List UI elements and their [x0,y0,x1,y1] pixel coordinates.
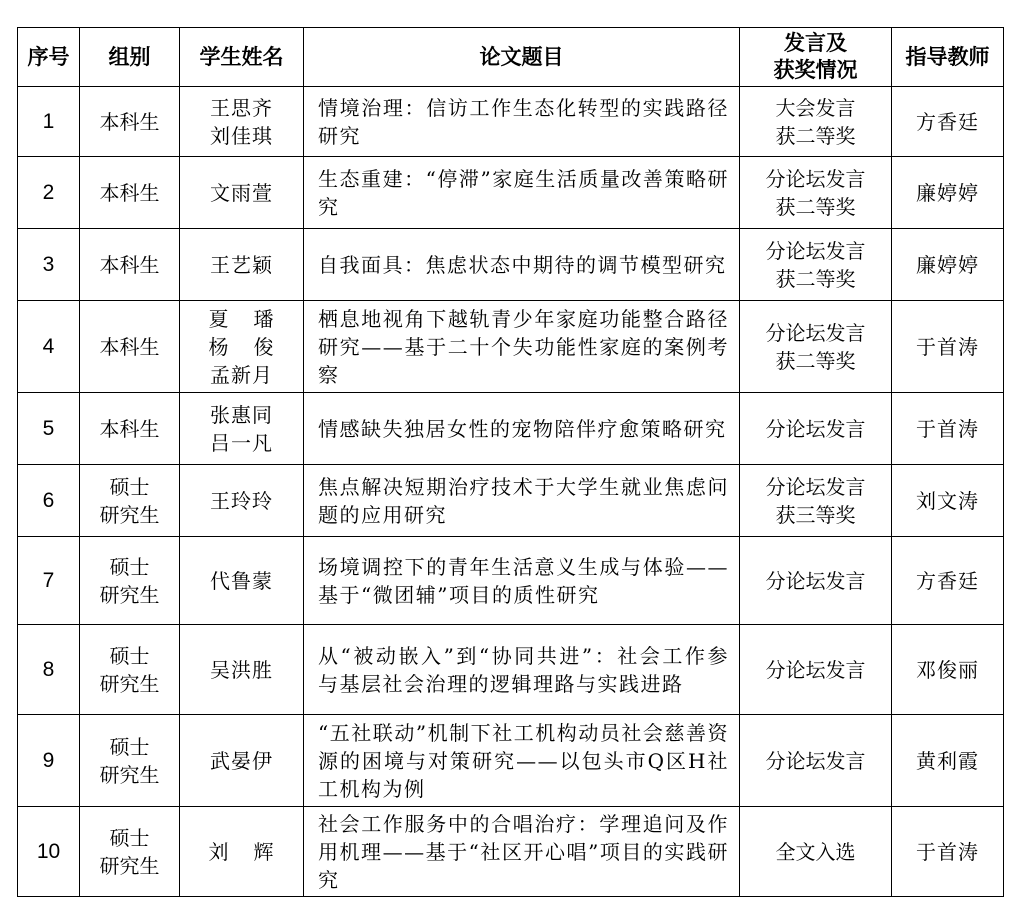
row-group [80,157,180,229]
row-title: 社会工作服务中的合唱治疗：学理追问及作用机理——基于“社区开心唱”项目的实践研究 [304,807,740,897]
students-line: 吴洪胜 [210,657,273,682]
row-students [180,229,304,301]
students-line: 王艺颖 [210,252,273,277]
result-line: 分论坛发言 [765,238,866,263]
result-line: 分论坛发言 [765,568,866,593]
result-line: 获二等奖 [775,194,856,219]
students-line: 文雨萱 [210,180,273,205]
row-title: “五社联动”机制下社工机构动员社会慈善资源的困境与对策研究——以包头市Q区H社工机构为例 [304,715,740,807]
row-result [740,715,892,807]
result-line: 分论坛发言 [765,474,866,499]
result-line: 获二等奖 [775,266,856,291]
header-index: 序号 [18,28,80,87]
row-index: 3 [18,229,80,301]
row-group [80,301,180,393]
row-advisor: 于首涛 [892,807,1004,897]
row-students [180,301,304,393]
header-students: 学生姓名 [180,28,304,87]
row-result [740,807,892,897]
row-advisor: 黄利霞 [892,715,1004,807]
table-row [18,537,1004,625]
table-row [18,625,1004,715]
table-row [18,87,1004,157]
students-line: 武晏伊 [210,748,273,773]
row-title: 栖息地视角下越轨青少年家庭功能整合路径研究——基于二十个失功能性家庭的案例考察 [304,301,740,393]
students-line: 王思齐 [210,95,273,120]
row-result [740,301,892,393]
header-result [740,28,892,87]
row-advisor: 廉婷婷 [892,157,1004,229]
row-group [80,229,180,301]
row-advisor: 邓俊丽 [892,625,1004,715]
row-group [80,715,180,807]
group-line: 硕士 [109,474,150,499]
result-line: 分论坛发言 [765,166,866,191]
table-row [18,301,1004,393]
header-result-line: 获奖情况 [773,58,858,82]
papers-table [17,27,1004,897]
row-index: 7 [18,537,80,625]
table-row [18,229,1004,301]
row-students [180,807,304,897]
row-index: 10 [18,807,80,897]
row-result [740,229,892,301]
row-group [80,87,180,157]
group-line: 本科生 [99,109,160,134]
table-row [18,157,1004,229]
row-students [180,393,304,465]
row-result [740,157,892,229]
header-result-line: 发言及 [784,31,847,55]
row-students [180,715,304,807]
group-line: 硕士 [109,734,150,759]
group-line: 硕士 [109,825,150,850]
group-line: 研究生 [99,853,160,878]
students-line: 王玲玲 [210,488,273,513]
row-title: 生态重建：“停滞”家庭生活质量改善策略研究 [304,157,740,229]
row-index: 8 [18,625,80,715]
result-line: 分论坛发言 [765,748,866,773]
table-row [18,807,1004,897]
row-advisor: 方香廷 [892,537,1004,625]
result-line: 分论坛发言 [765,657,866,682]
header-advisor: 指导教师 [892,28,1004,87]
table-row [18,715,1004,807]
row-advisor: 于首涛 [892,393,1004,465]
row-result [740,625,892,715]
row-title: 情感缺失独居女性的宠物陪伴疗愈策略研究 [304,393,740,465]
row-title: 从“被动嵌入”到“协同共进”：社会工作参与基层社会治理的逻辑理路与实践进路 [304,625,740,715]
row-index: 5 [18,393,80,465]
header-group: 组别 [80,28,180,87]
row-group [80,807,180,897]
row-result [740,465,892,537]
row-index: 6 [18,465,80,537]
row-students [180,537,304,625]
students-line: 杨 俊 [208,334,275,359]
result-line: 分论坛发言 [765,416,866,441]
row-result [740,87,892,157]
row-index: 1 [18,87,80,157]
row-students [180,465,304,537]
students-line: 代鲁蒙 [210,568,273,593]
group-line: 本科生 [99,252,160,277]
group-line: 研究生 [99,671,160,696]
students-line: 张惠同 [210,402,273,427]
row-group [80,465,180,537]
row-advisor: 方香廷 [892,87,1004,157]
students-line: 刘 辉 [208,839,275,864]
row-advisor: 于首涛 [892,301,1004,393]
row-students [180,157,304,229]
row-students [180,87,304,157]
result-line: 大会发言 [775,95,856,120]
group-line: 本科生 [99,334,160,359]
row-index: 2 [18,157,80,229]
group-line: 硕士 [109,643,150,668]
students-line: 孟新月 [210,362,273,387]
row-advisor: 廉婷婷 [892,229,1004,301]
result-line: 分论坛发言 [765,320,866,345]
row-group [80,537,180,625]
result-line: 全文入选 [775,839,856,864]
group-line: 本科生 [99,416,160,441]
row-title: 场境调控下的青年生活意义生成与体验——基于“微团辅”项目的质性研究 [304,537,740,625]
row-index: 9 [18,715,80,807]
row-group [80,625,180,715]
students-line: 吕一凡 [210,430,273,455]
row-result [740,393,892,465]
table-row [18,465,1004,537]
row-title: 自我面具：焦虑状态中期待的调节模型研究 [304,229,740,301]
row-advisor: 刘文涛 [892,465,1004,537]
students-line: 刘佳琪 [210,123,273,148]
row-students [180,625,304,715]
row-group [80,393,180,465]
row-index: 4 [18,301,80,393]
row-title: 焦点解决短期治疗技术于大学生就业焦虑问题的应用研究 [304,465,740,537]
group-line: 本科生 [99,180,160,205]
header-title: 论文题目 [304,28,740,87]
row-result [740,537,892,625]
header-row [18,28,1004,87]
group-line: 硕士 [109,554,150,579]
result-line: 获二等奖 [775,348,856,373]
group-line: 研究生 [99,502,160,527]
result-line: 获二等奖 [775,123,856,148]
row-title: 情境治理：信访工作生态化转型的实践路径研究 [304,87,740,157]
group-line: 研究生 [99,582,160,607]
students-line: 夏 璠 [208,306,275,331]
table-row [18,393,1004,465]
group-line: 研究生 [99,762,160,787]
result-line: 获三等奖 [775,502,856,527]
